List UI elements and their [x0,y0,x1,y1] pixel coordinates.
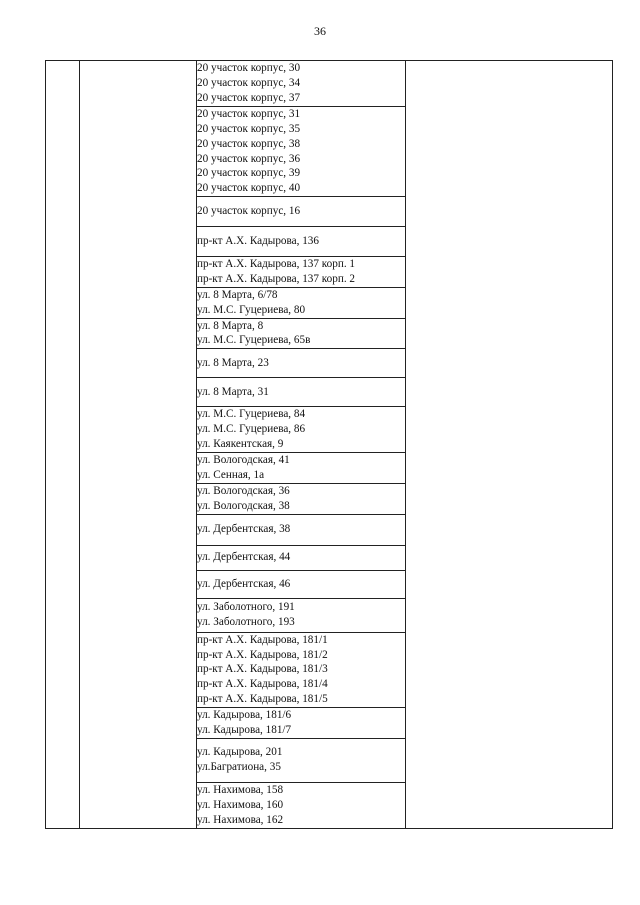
address-table-body [46,61,613,829]
address-cell [197,378,406,407]
address-cell [197,514,406,545]
address-line: ул. Заболотного, 191 [197,601,295,614]
address-line: пр-кт А.Х. Кадырова, 181/3 [197,663,328,676]
address-line: 20 участок корпус, 36 [197,152,301,165]
address-line: ул. 8 Марта, 23 [197,356,269,369]
address-line: ул. Вологодская, 41 [197,454,290,467]
table-row [46,61,613,107]
address-line: ул. Нахимова, 162 [197,813,284,826]
address-line: 20 участок корпус, 39 [197,167,301,180]
address-line: пр-кт А.Х. Кадырова, 181/5 [197,692,328,705]
address-cell [197,107,406,197]
address-line: ул. 8 Марта, 8 [197,319,264,332]
address-cell [197,484,406,515]
address-line: пр-кт А.Х. Кадырова, 136 [197,235,319,248]
address-line: пр-кт А.Х. Кадырова, 137 корп. 1 [197,258,356,271]
notes-column-cell [406,61,613,829]
address-line: ул. Нахимова, 160 [197,798,284,811]
address-cell [197,545,406,570]
address-cell [197,570,406,598]
address-line: 20 участок корпус, 30 [197,62,301,75]
address-line: ул. Вологодская, 36 [197,485,290,498]
address-cell [197,197,406,227]
address-line: 20 участок корпус, 35 [197,122,301,135]
address-line: пр-кт А.Х. Кадырова, 181/4 [197,678,328,691]
address-cell [197,632,406,707]
address-cell [197,288,406,319]
address-cell [197,782,406,828]
address-cell [197,61,406,107]
address-line: ул. Сенная, 1а [197,469,265,482]
page-number: 36 [314,24,326,38]
address-line: ул.Багратиона, 35 [197,761,281,774]
number-column-cell [46,61,80,829]
address-line: ул. М.С. Гуцериева, 84 [197,408,306,421]
district-column-cell [80,61,197,829]
address-line: 20 участок корпус, 34 [197,77,301,90]
address-line: ул. Дербентская, 44 [197,551,291,564]
address-cell [197,598,406,632]
address-line: ул. Дербентская, 46 [197,577,291,590]
address-line: ул. Заболотного, 193 [197,616,295,629]
address-line: пр-кт А.Х. Кадырова, 181/2 [197,648,328,661]
address-line: 20 участок корпус, 16 [197,205,301,218]
address-line: ул. Нахимова, 158 [197,784,284,797]
address-line: ул. Кадырова, 181/7 [197,723,292,736]
address-line: 20 участок корпус, 31 [197,108,301,121]
address-cell [197,257,406,288]
address-line: 20 участок корпус, 37 [197,91,301,104]
address-line: ул. Каякентская, 9 [197,438,284,451]
address-line: ул. Дербентская, 38 [197,523,291,536]
address-line: ул. 8 Марта, 6/78 [197,289,278,301]
address-cell [197,453,406,484]
address-line: ул. М.С. Гуцериева, 65в [197,334,311,347]
address-line: ул. Кадырова, 201 [197,746,283,759]
address-line: ул. Кадырова, 181/6 [197,708,292,721]
address-line: ул. М.С. Гуцериева, 86 [197,423,306,436]
address-cell [197,349,406,378]
address-line: пр-кт А.Х. Кадырова, 137 корп. 2 [197,273,356,285]
address-cell [197,407,406,453]
address-table [45,60,613,829]
address-line: ул. Вологодская, 38 [197,499,290,512]
address-line: пр-кт А.Х. Кадырова, 181/1 [197,633,328,646]
address-line: 20 участок корпус, 38 [197,137,301,150]
address-cell [197,738,406,782]
address-line: ул. М.С. Гуцериева, 80 [197,303,306,316]
address-cell [197,318,406,349]
address-line: 20 участок корпус, 40 [197,182,301,195]
address-cell [197,227,406,257]
address-line: ул. 8 Марта, 31 [197,385,269,398]
address-cell [197,707,406,738]
